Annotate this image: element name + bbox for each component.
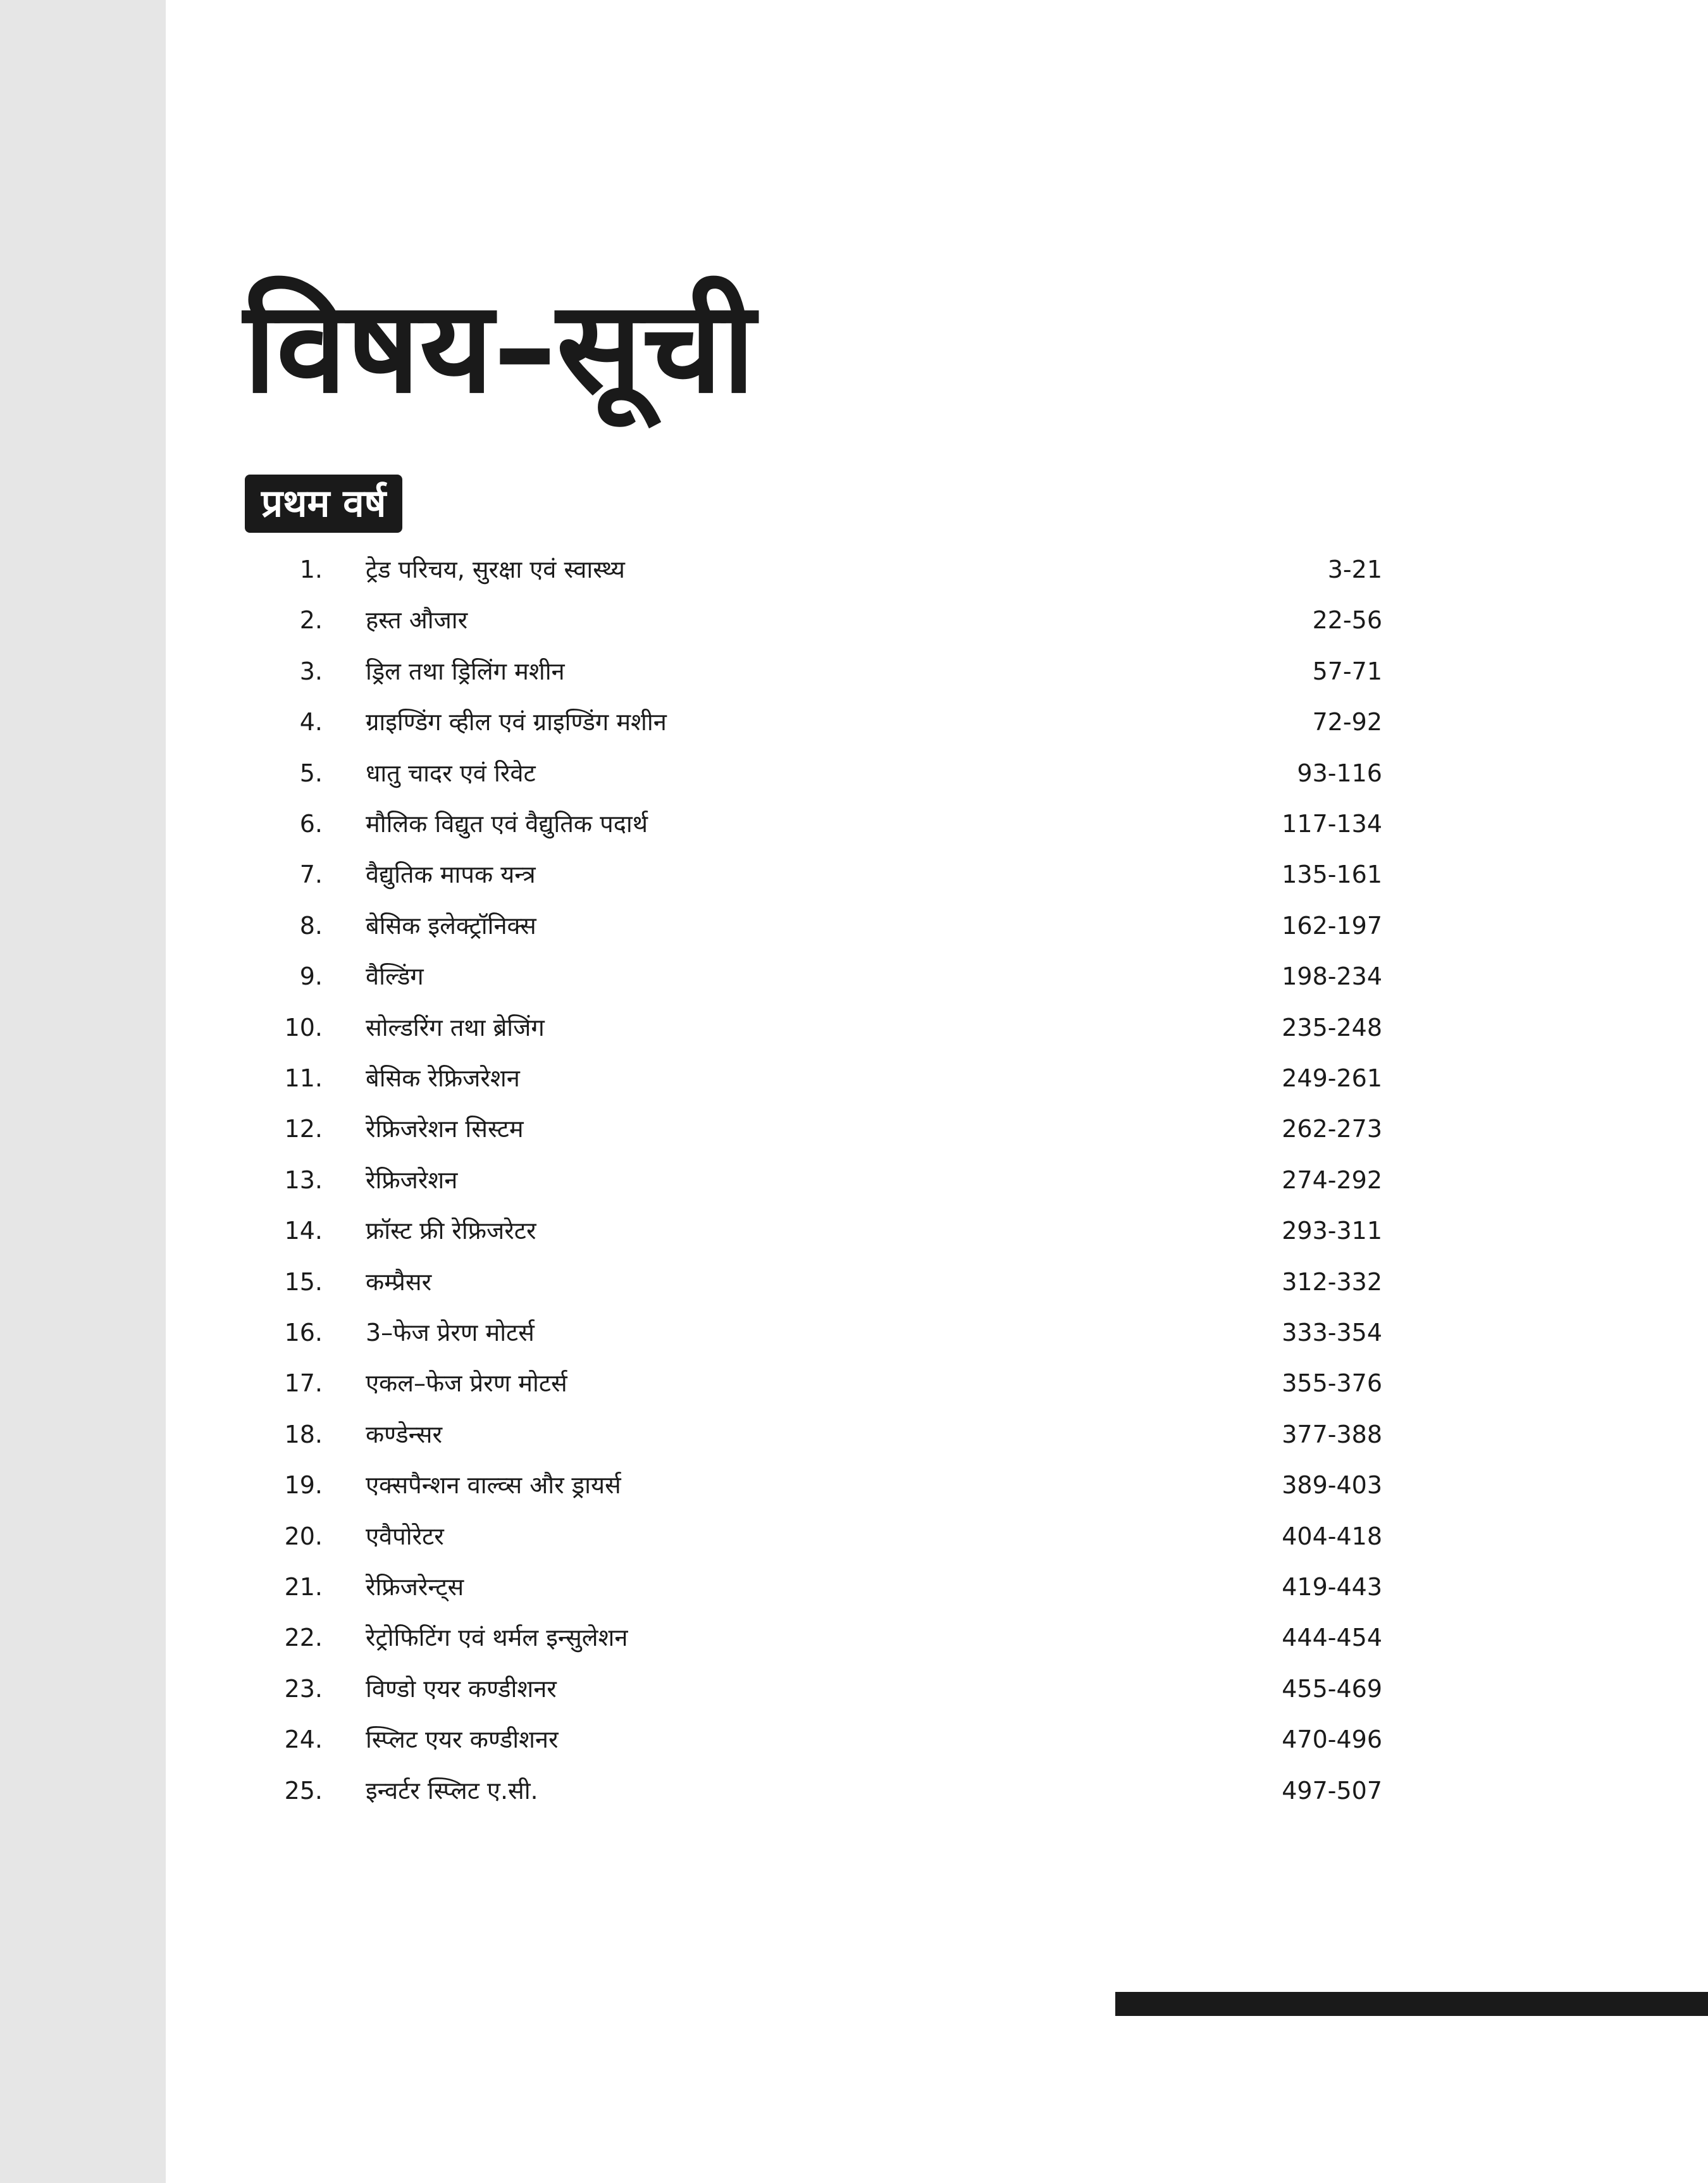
toc-entry <box>0 1612 1708 1663</box>
toc-entry <box>0 849 1708 900</box>
toc-entry-title: विण्डो एयर कण्डीशनर <box>366 1674 557 1703</box>
toc-entry-pages: 355-376 <box>1282 1369 1382 1398</box>
toc-entry-pages: 470-496 <box>1282 1726 1382 1754</box>
toc-entry-pages: 455-469 <box>1282 1674 1382 1703</box>
toc-entry-title: हस्त औजार <box>366 606 468 635</box>
toc-entry-pages: 22-56 <box>1312 606 1382 635</box>
toc-entry-pages: 249-261 <box>1282 1064 1382 1092</box>
toc-entry <box>0 1714 1708 1765</box>
toc-entry <box>0 1104 1708 1154</box>
toc-entry <box>0 1002 1708 1053</box>
toc-entry-number: 17. <box>284 1369 323 1398</box>
toc-entry-title: धातु चादर एवं रिवेट <box>366 759 536 787</box>
toc-entry-number: 25. <box>284 1776 323 1805</box>
toc-entry <box>0 1205 1708 1256</box>
toc-entry-title: स्प्लिट एयर कण्डीशनर <box>366 1726 559 1754</box>
toc-entry-pages: 389-403 <box>1282 1471 1382 1500</box>
section-badge: प्रथम वर्ष <box>245 475 402 533</box>
toc-entry-pages: 404-418 <box>1282 1522 1382 1550</box>
toc-entry-number: 5. <box>299 759 323 787</box>
toc-entry-number: 19. <box>284 1471 323 1500</box>
toc-entry-title: फ्रॉस्ट फ्री रेफ्रिजरेटर <box>366 1217 536 1245</box>
toc-entry <box>0 1562 1708 1612</box>
toc-entry-number: 12. <box>284 1115 323 1143</box>
toc-entry <box>0 646 1708 697</box>
toc-entry-number: 6. <box>299 810 323 838</box>
toc-entry-title: ट्रेड परिचय, सुरक्षा एवं स्वास्थ्य <box>366 556 625 583</box>
toc-entry <box>0 799 1708 849</box>
toc-entry-title: एक्सपैन्शन वाल्व्स और ड्रायर्स <box>366 1471 621 1500</box>
toc-entry-title: वैल्डिंग <box>366 962 424 991</box>
toc-entry-title: एकल–फेज प्रेरण मोटर्स <box>366 1369 567 1398</box>
toc-entry <box>0 1307 1708 1358</box>
toc-entry-pages: 262-273 <box>1282 1115 1382 1143</box>
toc-entry-title: इन्वर्टर स्प्लिट ए.सी. <box>366 1776 538 1805</box>
toc-entry-title: बेसिक इलेक्ट्रॉनिक्स <box>366 911 536 940</box>
toc-entry-pages: 274-292 <box>1282 1166 1382 1194</box>
toc-entry-pages: 444-454 <box>1282 1624 1382 1652</box>
toc-entry-number: 22. <box>284 1624 323 1652</box>
toc-entry-number: 24. <box>284 1726 323 1754</box>
toc-entry <box>0 1460 1708 1510</box>
toc-entry <box>0 1409 1708 1460</box>
toc-entry-number: 15. <box>284 1267 323 1296</box>
toc-entry-pages: 333-354 <box>1282 1319 1382 1346</box>
toc-entry-number: 4. <box>299 708 323 737</box>
toc-entry-number: 20. <box>284 1522 323 1550</box>
toc-entry-pages: 3-21 <box>1327 556 1382 583</box>
toc-entry-title: एवैपोरेटर <box>366 1522 444 1550</box>
toc-entry <box>0 1155 1708 1205</box>
toc-entry-title: वैद्युतिक मापक यन्त्र <box>366 861 536 889</box>
toc-entry <box>0 595 1708 645</box>
toc-entry <box>0 900 1708 951</box>
toc-entry-number: 18. <box>284 1420 323 1448</box>
toc-entry-title: 3–फेज प्रेरण मोटर्स <box>366 1319 535 1346</box>
toc-entry-number: 1. <box>299 556 323 583</box>
toc-entry-number: 16. <box>284 1319 323 1346</box>
toc-entry-pages: 117-134 <box>1282 810 1382 838</box>
toc-entry <box>0 544 1708 595</box>
toc-entry <box>0 748 1708 799</box>
toc-entry <box>0 1257 1708 1307</box>
toc-entry-title: कण्डेन्सर <box>366 1420 443 1448</box>
toc-entry-title: रेट्रोफिटिंग एवं थर्मल इन्सुलेशन <box>366 1624 628 1652</box>
toc-entry-title: रेफ्रिजरेशन सिस्टम <box>366 1115 524 1143</box>
toc-entry-pages: 293-311 <box>1282 1217 1382 1245</box>
toc-entry-pages: 162-197 <box>1282 911 1382 940</box>
toc-entry <box>0 1664 1708 1714</box>
toc-entry-number: 7. <box>299 861 323 889</box>
toc-entry-pages: 312-332 <box>1282 1267 1382 1296</box>
toc-entry-pages: 93-116 <box>1297 759 1382 787</box>
toc-entry-number: 23. <box>284 1674 323 1703</box>
toc-entry-number: 9. <box>299 962 323 991</box>
toc-entry-pages: 235-248 <box>1282 1013 1382 1042</box>
toc-entry-number: 10. <box>284 1013 323 1042</box>
toc-entry-number: 11. <box>284 1064 323 1092</box>
toc-entry-title: रेफ्रिजरेशन <box>366 1166 458 1194</box>
page-title: विषय–सूची <box>244 274 755 421</box>
footer-rule <box>1115 1992 1708 2016</box>
toc-entry-pages: 497-507 <box>1282 1776 1382 1805</box>
toc-entry-number: 21. <box>284 1573 323 1601</box>
toc-entry-pages: 419-443 <box>1282 1573 1382 1601</box>
toc-entry-number: 8. <box>299 911 323 940</box>
toc-entry-number: 2. <box>299 606 323 635</box>
toc-entry-pages: 377-388 <box>1282 1420 1382 1448</box>
toc-entry-pages: 57-71 <box>1312 657 1382 685</box>
toc-entry-title: सोल्डरिंग तथा ब्रेजिंग <box>366 1013 545 1042</box>
toc-entry <box>0 1511 1708 1562</box>
toc-entry-pages: 198-234 <box>1282 962 1382 991</box>
toc-entry-title: ग्राइण्डिंग व्हील एवं ग्राइण्डिंग मशीन <box>366 708 667 737</box>
toc-entry-title: रेफ्रिजरेन्ट्स <box>366 1573 464 1601</box>
toc-entry-title: मौलिक विद्युत एवं वैद्युतिक पदार्थ <box>366 810 648 838</box>
toc-entry-number: 14. <box>284 1217 323 1245</box>
toc-entry <box>0 697 1708 747</box>
toc-entry <box>0 1053 1708 1104</box>
toc-entry-title: कम्प्रैसर <box>366 1267 432 1296</box>
toc-entry <box>0 951 1708 1002</box>
toc-entry-number: 13. <box>284 1166 323 1194</box>
toc-entry <box>0 1358 1708 1409</box>
toc-entry-pages: 72-92 <box>1312 708 1382 737</box>
toc-entry-number: 3. <box>299 657 323 685</box>
toc-entry <box>0 1765 1708 1816</box>
toc-entry-pages: 135-161 <box>1282 861 1382 889</box>
toc-entry-title: ड्रिल तथा ड्रिलिंग मशीन <box>366 657 565 685</box>
toc-entry-title: बेसिक रेफ्रिजरेशन <box>366 1064 520 1092</box>
